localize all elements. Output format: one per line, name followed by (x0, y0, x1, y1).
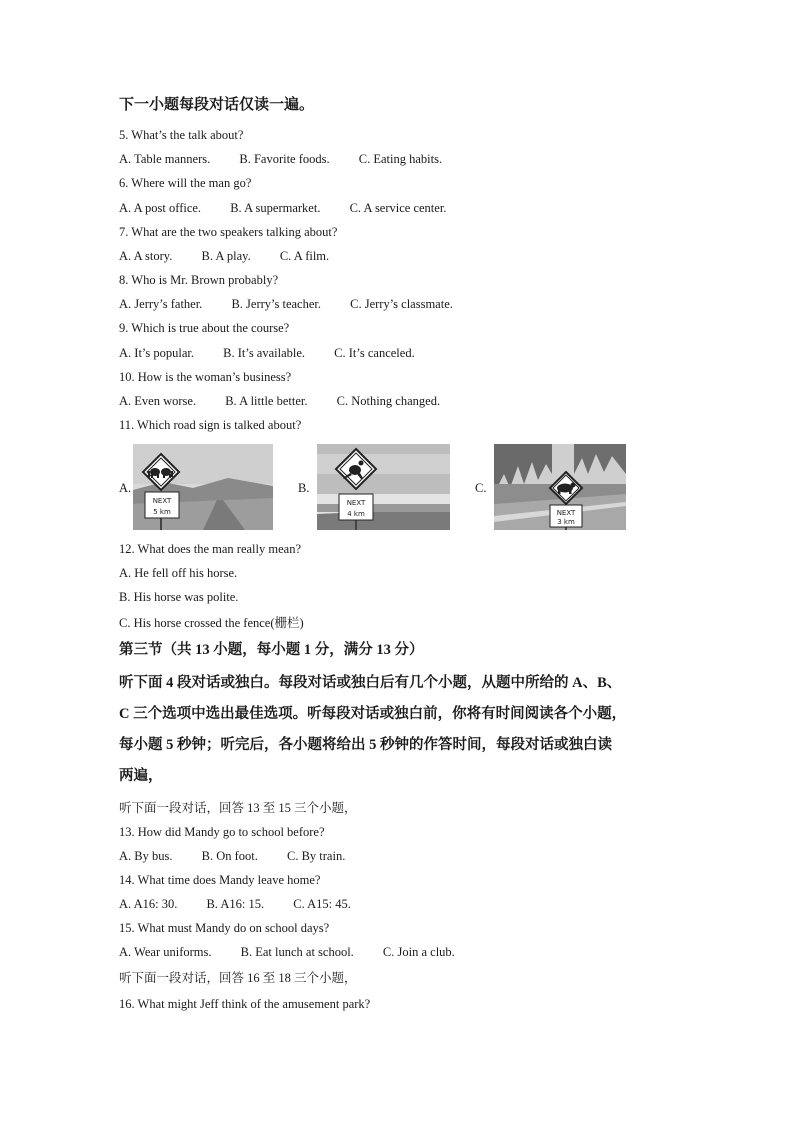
options-6 (119, 200, 446, 216)
image-label-b: B. (298, 481, 310, 495)
option-b: B. Jerry’s teacher. (231, 297, 321, 311)
sign-a-next: NEXT (152, 497, 172, 505)
question-11: 11. Which road sign is talked about? (119, 418, 302, 432)
options-10 (119, 393, 440, 409)
option-a: A. By bus. (119, 849, 173, 863)
question-10: 10. How is the woman’s business? (119, 370, 292, 384)
sign-c-next: NEXT (556, 509, 576, 517)
image-label-c: C. (475, 481, 487, 495)
options-9 (119, 345, 415, 361)
road-sign-image-a (133, 444, 273, 530)
option-c: C. Jerry’s classmate. (350, 297, 453, 311)
road-sign-image-c (494, 444, 626, 530)
sign-a-distance: 5 km (153, 508, 171, 516)
question-15: 15. What must Mandy do on school days? (119, 921, 330, 935)
option-a: A. A story. (119, 249, 173, 263)
option-a: A. Jerry’s father. (119, 297, 203, 311)
option-b: B. A supermarket. (230, 201, 321, 215)
option-b: B. Favorite foods. (239, 152, 330, 166)
question-6: 6. Where will the man go? (119, 176, 252, 190)
question-9: 9. Which is true about the course? (119, 321, 290, 335)
group-1-intro: 听下面一段对话，回答 13 至 15 三个小题， (119, 801, 357, 815)
section-3-instructions-4: 两遍， (119, 768, 163, 784)
option-c: C. Join a club. (382, 945, 455, 959)
options-7 (119, 248, 329, 264)
option-a: A. Even worse. (119, 394, 197, 408)
options-13 (119, 848, 345, 864)
sign-b-next: NEXT (346, 499, 366, 507)
option-c: C. By train. (286, 849, 346, 863)
option-b: B. Eat lunch at school. (240, 945, 354, 959)
section-3-instructions-2: C 三个选项中选出最佳选项。听每段对话或独白前，你将有时间阅读各个小题， (119, 706, 627, 722)
question-16: 16. What might Jeff think of the amusement park? (119, 997, 371, 1011)
section-3-instructions-1: 听下面 4 段对话或独白。每段对话或独白后有几个小题，从题中所给的 A、B、 (119, 675, 622, 691)
section-3-instructions-3: 每小题 5 秒钟；听完后，各小题将给出 5 秒钟的作答时间，每段对话或独白读 (119, 737, 612, 753)
section-3-title: 第三节（共 13 小题，每小题 1 分，满分 13 分） (119, 642, 424, 658)
option-a: A. Wear uniforms. (119, 945, 212, 959)
image-label-a: A. (119, 481, 132, 495)
question-5: 5. What’s the talk about? (119, 128, 244, 142)
option-12-b: B. His horse was polite. (119, 590, 239, 604)
question-12: 12. What does the man really mean? (119, 542, 301, 556)
sign-c-distance: 3 km (557, 518, 575, 526)
option-c: C. A film. (279, 249, 330, 263)
question-8: 8. Who is Mr. Brown probably? (119, 273, 279, 287)
option-b: B. On foot. (201, 849, 258, 863)
question-13: 13. How did Mandy go to school before? (119, 825, 325, 839)
option-c: C. Nothing changed. (336, 394, 441, 408)
option-b: B. A play. (201, 249, 251, 263)
option-b: B. A16: 15. (206, 897, 265, 911)
section-intro: 下一小题每段对话仅读一遍。 (119, 97, 315, 113)
sign-b-distance: 4 km (347, 510, 365, 518)
option-c: C. It’s canceled. (334, 346, 415, 360)
question-7: 7. What are the two speakers talking about? (119, 225, 338, 239)
question-14: 14. What time does Mandy leave home? (119, 873, 321, 887)
option-c: C. A service center. (349, 201, 447, 215)
group-2-intro: 听下面一段对话，回答 16 至 18 三个小题， (119, 971, 357, 985)
option-c: C. A15: 45. (293, 897, 351, 911)
options-14 (119, 896, 351, 912)
option-a: A. A16: 30. (119, 897, 178, 911)
options-8 (119, 296, 453, 312)
option-b: B. A little better. (225, 394, 308, 408)
option-a: A. It’s popular. (119, 346, 194, 360)
option-a: A. Table manners. (119, 152, 211, 166)
option-12-a: A. He fell off his horse. (119, 566, 238, 580)
road-sign-image-b (317, 444, 450, 530)
option-a: A. A post office. (119, 201, 202, 215)
options-5 (119, 151, 442, 167)
option-b: B. It’s available. (223, 346, 306, 360)
options-15 (119, 944, 455, 960)
option-12-c: C. His horse crossed the fence(栅栏) (119, 616, 304, 630)
option-c: C. Eating habits. (358, 152, 443, 166)
